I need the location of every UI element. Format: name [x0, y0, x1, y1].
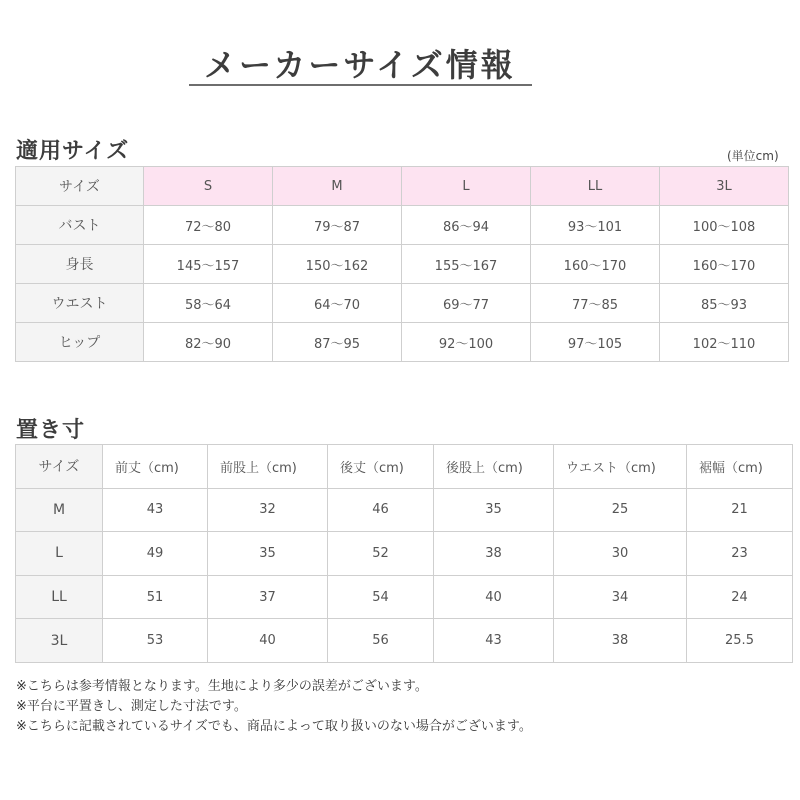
header-waist: ウエスト（cm)	[554, 445, 687, 489]
table-cell: 69〜77	[402, 284, 531, 323]
table-cell: 38	[554, 619, 687, 663]
header-back-rise: 後股上（cm)	[434, 445, 554, 489]
table-cell: 49	[103, 532, 208, 576]
table-cell: 79〜87	[273, 206, 402, 245]
notes	[16, 677, 532, 737]
header-front-length: 前丈（cm)	[103, 445, 208, 489]
table-cell: 160〜170	[660, 245, 789, 284]
table-cell: 32	[208, 488, 328, 532]
header-size-l: L	[402, 167, 531, 206]
table-row	[16, 206, 789, 245]
table-cell: 86〜94	[402, 206, 531, 245]
table-cell: 43	[103, 488, 208, 532]
table-cell: 52	[328, 532, 434, 576]
table-cell: 53	[103, 619, 208, 663]
table-cell: 93〜101	[531, 206, 660, 245]
table-cell: 100〜108	[660, 206, 789, 245]
header-size-label: サイズ	[16, 167, 144, 206]
table-cell: 38	[434, 532, 554, 576]
header-size-ll: LL	[531, 167, 660, 206]
row-label-waist: ウエスト	[16, 284, 144, 323]
table-cell: 87〜95	[273, 323, 402, 362]
table-cell: 25	[554, 488, 687, 532]
header-front-rise: 前股上（cm)	[208, 445, 328, 489]
table-cell: 34	[554, 575, 687, 619]
table-cell: 56	[328, 619, 434, 663]
table-cell: 40	[208, 619, 328, 663]
table-row	[16, 575, 793, 619]
table-cell: 51	[103, 575, 208, 619]
table-cell: 21	[687, 488, 793, 532]
row-label-size: M	[16, 488, 103, 532]
table-cell: 40	[434, 575, 554, 619]
table-row	[16, 284, 789, 323]
table-cell: 102〜110	[660, 323, 789, 362]
row-label-size: LL	[16, 575, 103, 619]
header-hem-width: 裾幅（cm)	[687, 445, 793, 489]
section-title-flat-measurements: 置き寸	[16, 418, 86, 443]
note-line: ※平台に平置きし、測定した寸法です。	[16, 699, 247, 714]
table-cell: 23	[687, 532, 793, 576]
row-label-bust: バスト	[16, 206, 144, 245]
header-size-label: サイズ	[16, 445, 103, 489]
table-row	[16, 532, 793, 576]
note-line: ※こちらに記載されているサイズでも、商品によって取り扱いのない場合がございます。	[16, 719, 532, 734]
row-label-hip: ヒップ	[16, 323, 144, 362]
row-label-height: 身長	[16, 245, 144, 284]
title-underline	[189, 84, 532, 86]
table-cell: 82〜90	[144, 323, 273, 362]
table-cell: 85〜93	[660, 284, 789, 323]
table-header-row	[16, 167, 789, 206]
table-row	[16, 488, 793, 532]
table-cell: 72〜80	[144, 206, 273, 245]
table-cell: 77〜85	[531, 284, 660, 323]
table-cell: 97〜105	[531, 323, 660, 362]
table-row	[16, 245, 789, 284]
table-cell: 155〜167	[402, 245, 531, 284]
table-cell: 24	[687, 575, 793, 619]
page-title: メーカーサイズ情報	[204, 46, 516, 84]
table-cell: 43	[434, 619, 554, 663]
header-size-s: S	[144, 167, 273, 206]
table-cell: 30	[554, 532, 687, 576]
row-label-size: 3L	[16, 619, 103, 663]
unit-note: (単位cm)	[727, 149, 779, 163]
table-cell: 145〜157	[144, 245, 273, 284]
table-cell: 64〜70	[273, 284, 402, 323]
flat-measurement-table	[15, 444, 793, 663]
header-back-length: 後丈（cm)	[328, 445, 434, 489]
table-row	[16, 619, 793, 663]
table-cell: 46	[328, 488, 434, 532]
table-cell: 37	[208, 575, 328, 619]
header-size-3l: 3L	[660, 167, 789, 206]
table-cell: 54	[328, 575, 434, 619]
table-cell: 25.5	[687, 619, 793, 663]
table-row	[16, 323, 789, 362]
applicable-size-table	[15, 166, 789, 362]
table-cell: 92〜100	[402, 323, 531, 362]
note-line: ※こちらは参考情報となります。生地により多少の誤差がございます。	[16, 679, 428, 694]
section-title-applicable-size: 適用サイズ	[16, 139, 130, 164]
table-cell: 58〜64	[144, 284, 273, 323]
table-header-row	[16, 445, 793, 489]
header-size-m: M	[273, 167, 402, 206]
table-cell: 35	[208, 532, 328, 576]
table-cell: 160〜170	[531, 245, 660, 284]
row-label-size: L	[16, 532, 103, 576]
table-cell: 35	[434, 488, 554, 532]
table-cell: 150〜162	[273, 245, 402, 284]
